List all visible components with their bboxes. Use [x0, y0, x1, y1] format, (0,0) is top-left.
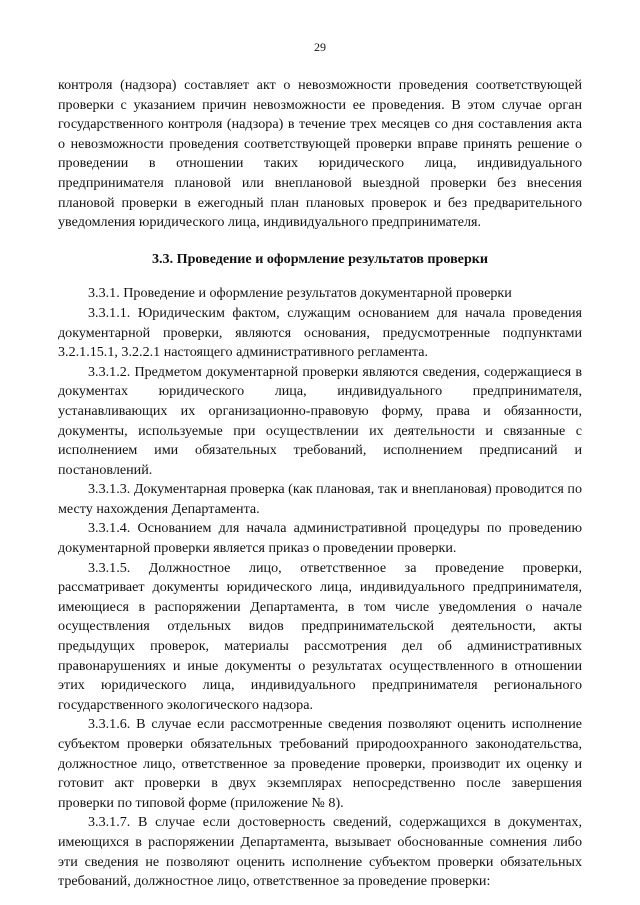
- document-body: [58, 76, 582, 892]
- paragraph-3-3-1-6: 3.3.1.6. В случае если рассмотренные сведения позволяют оценить исполнение субъектом проверки обязательных требований природоохранного законодательства, должностное лицо, ответственное за проведение проверки, производит их оценку и готовит акт проверки в двух экземплярах непосредственно после завершения проверки по типовой форме (приложение № 8).: [58, 716, 582, 811]
- paragraph-continuation: контроля (надзора) составляет акт о невозможности проведения соответствующей проверки с указанием причин невозможности ее проведения. В этом случае орган государственного контроля (надзора) в течение трех месяцев со дня составления акта о невозможности проведения соответствующей проверки вправе принять решение о проведении в отношении таких юридического лица, индивидуального предпринимателя плановой или внеплановой выездной проверки без внесения плановой проверки в ежегодный план плановых проверок и без предварительного уведомления юридического лица, индивидуального предпринимателя.: [58, 77, 582, 231]
- page-number: 29: [314, 40, 326, 54]
- paragraph-3-3-1: 3.3.1. Проведение и оформление результатов документарной проверки: [88, 285, 512, 302]
- paragraph-3-3-1-1: 3.3.1.1. Юридическим фактом, служащим основанием для начала проведения документарной проверки, являются основания, предусмотренные подпунктами 3.2.1.15.1, 3.2.2.1 настоящего административного регламента.: [58, 304, 582, 361]
- paragraph-3-3-1-7: 3.3.1.7. В случае если достоверность сведений, содержащихся в документах, имеющихся в распоряжении Департамента, вызывает обоснованные сомнения либо эти сведения не позволяют оценить исполнение субъектом проверки обязательных требований, должностное лицо, ответственное за проведение проверки:: [58, 814, 582, 890]
- section-heading: 3.3. Проведение и оформление результатов проверки: [151, 250, 489, 267]
- paragraph-3-3-1-4: 3.3.1.4. Основанием для начала административной процедуры по проведению документарной проверки является приказ о проведении проверки.: [58, 520, 582, 557]
- paragraph-3-3-1-2: 3.3.1.2. Предметом документарной проверки являются сведения, содержащиеся в документах юридического лица, индивидуального предпринимателя, устанавливающих их организационно-правовую форму, права и обязанности, документы, используемые при осуществлении их деятельности и связанные с исполнением ими обязательных требований, исполнением предписаний и постановлений.: [58, 363, 582, 478]
- paragraph-3-3-1-5: 3.3.1.5. Должностное лицо, ответственное за проведение проверки, рассматривает документы юридического лица, индивидуального предпринимателя, имеющиеся в распоряжении Департамента, в том числе уведомления о начале осуществления отдельных видов предпринимательской деятельности, акты предыдущих проверок, материалы рассмотрения дел об административных правонарушениях и иные документы о результатах осуществленного в отношении этих юридического лица, индивидуального предпринимателя регионального государственного экологического надзора.: [58, 559, 582, 713]
- paragraph-3-3-1-3: 3.3.1.3. Документарная проверка (как плановая, так и внеплановая) проводится по месту нахождения Департамента.: [58, 481, 582, 517]
